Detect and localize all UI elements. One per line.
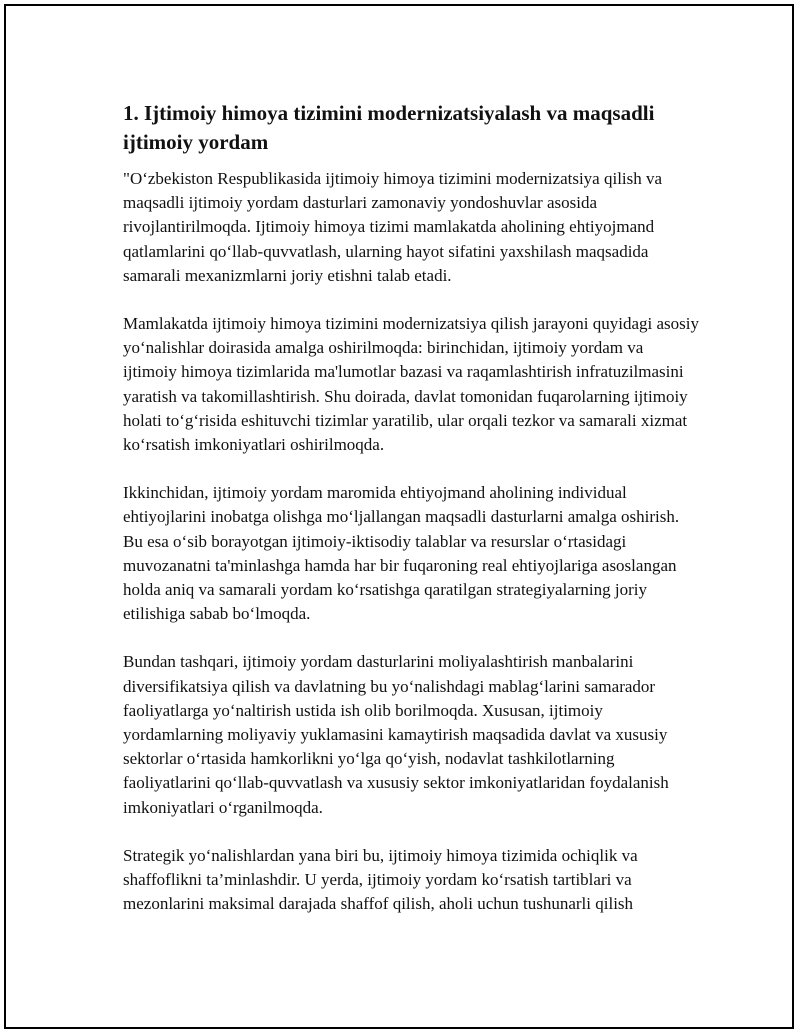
paragraph-2: Mamlakatda ijtimoiy himoya tizimini modernizatsiya qilish jarayoni quyidagi asosiy yo‘nalishlar doirasida amalga oshirilmoqda: birinchidan, ijtimoiy yordam va ijtimoiy himoya tizimlarida ma'lumotlar bazasi va raqamlashtirish infratuzilmasini yaratish va takomillashtirish. Shu doirada, davlat tomonidan fuqarolarning ijtimoiy holati to‘g‘risida eshituvchi tizimlar yaratilib, ular orqali tezkor va samarali xizmat ko‘rsatish imkoniyatlari oshirilmoqda. <box>123 314 700 455</box>
document-body <box>123 99 701 940</box>
page-frame <box>4 4 794 1029</box>
section-title: 1. Ijtimoiy himoya tizimini modernizatsiyalash va maqsadli ijtimoiy yordam <box>123 101 655 154</box>
paragraph-3: Ikkinchidan, ijtimoiy yordam maromida ehtiyojmand aholining individual ehtiyojlarini inobatga olishga mo‘ljallangan maqsadli dasturlarni amalga oshirish. Bu esa o‘sib borayotgan ijtimoiy-iktisodiy talablar va resurslar o‘rtasidagi muvozanatni ta'minlashga hamda har bir fuqaroning real ehtiyojlariga asoslangan holda aniq va samarali yordam ko‘rsatishga qaratilgan strategiyalarning joriy etilishiga sabab bo‘lmoqda. <box>123 483 680 624</box>
paragraph-1: "O‘zbekiston Respublikasida ijtimoiy himoya tizimini modernizatsiya qilish va maqsadli ijtimoiy yordam dasturlari zamonaviy yondoshuvlar asosida rivojlantirilmoqda. Ijtimoiy himoya tizimi mamlakatda aholining ehtiyojmand qatlamlarini qo‘llab-quvvatlash, ularning hayot sifatini yaxshilash maqsadida samarali mexanizmlarni joriy etishni talab etadi. <box>123 169 663 285</box>
paragraph-5: Strategik yo‘nalishlardan yana biri bu, ijtimoiy himoya tizimida ochiqlik va shaffoflikni ta’minlashdir. U yerda, ijtimoiy yordam ko‘rsatish tartiblari va mezonlarini maksimal darajada shaffof qilish, aholi uchun tushunarli qilish <box>123 845 638 914</box>
paragraph-4: Bundan tashqari, ijtimoiy yordam dasturlarini moliyalashtirish manbalarini diversifikatsiya qilish va davlatning bu yo‘nalishdagi mablag‘larini samarador faoliyatlarga yo‘naltirish ustida ish olib borilmoqda. Xususan, ijtimoiy yordamlarning moliyaviy yuklamasini kamaytirish maqsadida davlat va xususiy sektorlar o‘rtasida hamkorlikni yo‘lga qo‘yish, nodavlat tashkilotlarning faoliyatlarini qo‘llab-quvvatlash va xususiy sektor imkoniyatlaridan foydalanish imkoniyatlari o‘rganilmoqda. <box>123 652 669 817</box>
